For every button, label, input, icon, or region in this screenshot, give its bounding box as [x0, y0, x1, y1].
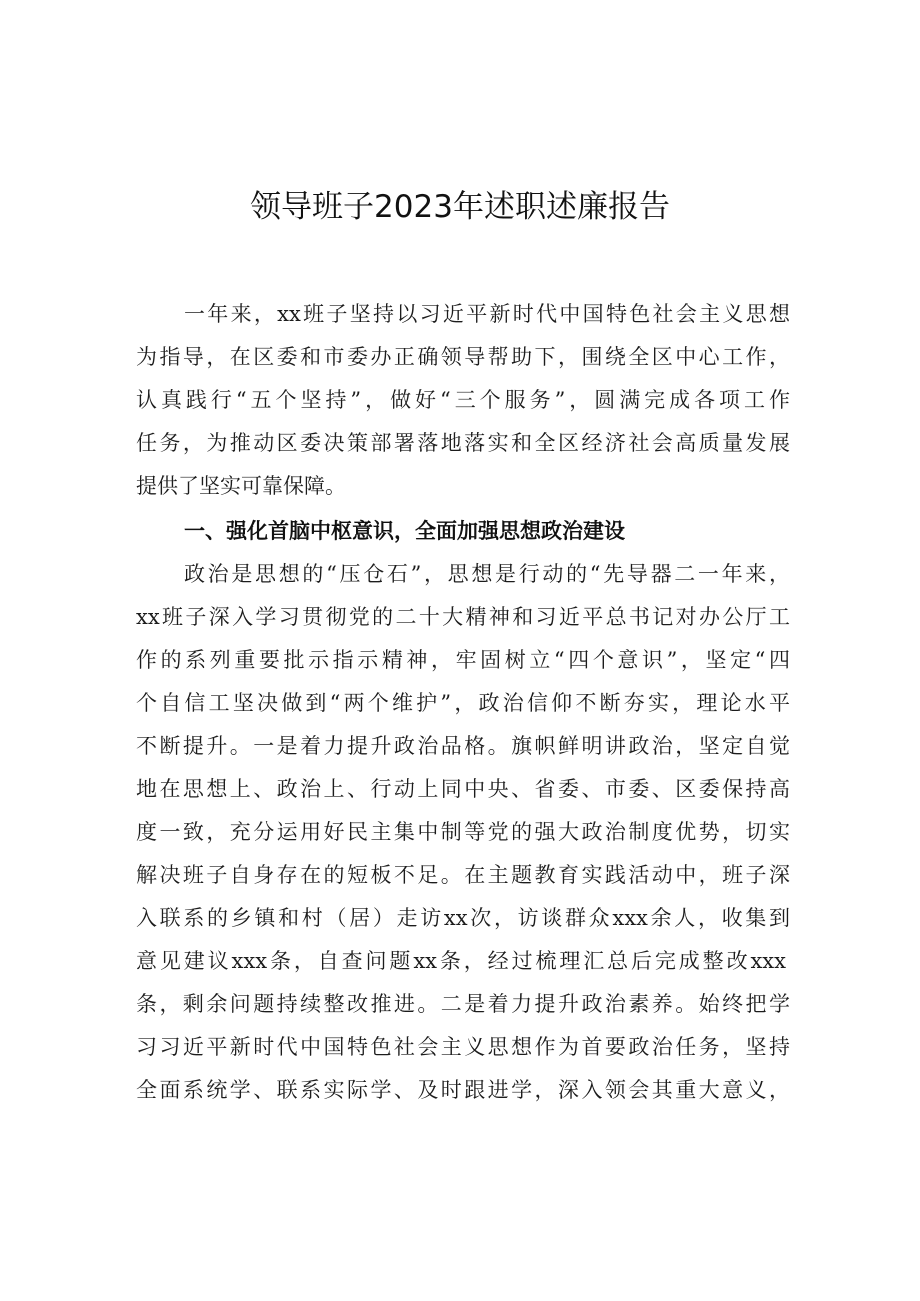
- document-title: 领导班子2023年述职述廉报告: [250, 189, 670, 225]
- body-line: 习习近平新时代中国特色社会主义思想作为首要政治任务，坚持: [136, 1035, 790, 1059]
- intro-line: 任务，为推动区委决策部署落地落实和全区经济社会高质量发展: [136, 431, 790, 455]
- body-line: 不断提升。一是着力提升政治品格。旗帜鲜明讲政治，坚定自觉: [136, 734, 790, 758]
- body-line: 入联系的乡镇和村（居）走访xx次，访谈群众xxx余人，收集到: [136, 906, 790, 930]
- intro-line: 认真践行“五个坚持”，做好“三个服务”，圆满完成各项工作: [136, 388, 790, 412]
- intro-line: 提供了坚实可靠保障。: [136, 474, 346, 498]
- body-line: 度一致，充分运用好民主集中制等党的强大政治制度优势，切实: [136, 820, 790, 844]
- intro-line: 为指导，在区委和市委办正确领导帮助下，围绕全区中心工作，: [136, 345, 790, 369]
- body-line: 意见建议xxx条，自查问题xx条，经过梳理汇总后完成整改xxx: [136, 949, 786, 973]
- body-line: 地在思想上、政治上、行动上同中央、省委、市委、区委保持高: [136, 777, 790, 801]
- body-line: xx班子深入学习贯彻党的二十大精神和习近平总书记对办公厅工: [136, 605, 790, 629]
- section-heading: 一、强化首脑中枢意识，全面加强思想政治建设: [184, 519, 625, 543]
- body-line: 条，剩余问题持续整改推进。二是着力提升政治素养。始终把学: [136, 992, 790, 1016]
- body-line: 解决班子自身存在的短板不足。在主题教育实践活动中，班子深: [136, 863, 790, 887]
- body-line: 个自信工坚决做到“两个维护”，政治信仰不断夯实，理论水平: [136, 691, 790, 715]
- body-line: 全面系统学、联系实际学、及时跟进学，深入领会其重大意义，: [136, 1078, 790, 1102]
- body-line: 政治是思想的“压仓石”，思想是行动的“先导器二一年来，: [184, 562, 790, 586]
- intro-line: 一年来，xx班子坚持以习近平新时代中国特色社会主义思想: [184, 302, 790, 326]
- body-line: 作的系列重要批示指示精神，牢固树立“四个意识”，坚定“四: [136, 648, 790, 672]
